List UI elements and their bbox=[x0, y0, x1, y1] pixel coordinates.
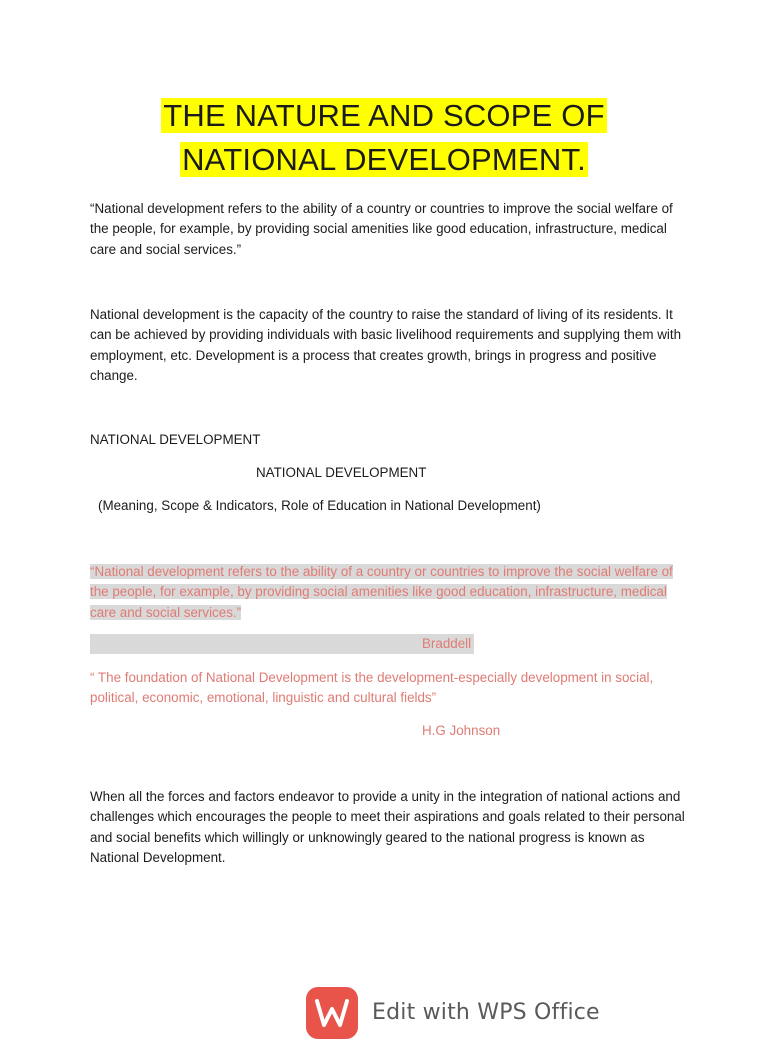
quote-author-johnson: H.G Johnson bbox=[422, 723, 501, 738]
page-title bbox=[0, 94, 768, 182]
section-heading-center: NATIONAL DEVELOPMENT bbox=[256, 465, 427, 480]
edit-with-wps-button[interactable] bbox=[306, 984, 600, 1028]
quote-braddell-text: “National development refers to the ability of a country or countries to improve the social welfare of the people, for example, by providing social amenities like good education, infrastructure, medical care and social services.” bbox=[90, 564, 673, 620]
quote-johnson: “ The foundation of National Development is the development-especially development in social, political, economic, emotional, linguistic and cultural fields” bbox=[90, 670, 654, 706]
quote-braddell bbox=[90, 562, 690, 623]
title-line-2: NATIONAL DEVELOPMENT. bbox=[182, 142, 586, 177]
section-heading-left: NATIONAL DEVELOPMENT bbox=[90, 432, 261, 447]
definition-paragraph: “National development refers to the ability of a country or countries to improve the social welfare of the people, for example, by providing social amenities like good education, infrastructure, medical care and social services.” bbox=[90, 201, 673, 257]
capacity-paragraph: National development is the capacity of the country to raise the standard of living of its residents. It can be achieved by providing individuals with basic livelihood requirements and supplying them with employment, etc. Development is a process that creates growth, brings in progress and positive change. bbox=[90, 307, 682, 383]
title-line-1: THE NATURE AND SCOPE OF bbox=[163, 98, 605, 133]
wps-label: Edit with WPS Office bbox=[372, 999, 600, 1025]
section-subtitle: (Meaning, Scope & Indicators, Role of Education in National Development) bbox=[98, 498, 541, 513]
quote-author-braddell: Braddell bbox=[422, 636, 472, 651]
definition-paragraph-final: When all the forces and factors endeavor to provide a unity in the integration of national actions and challenges which encourages the people to meet their aspirations and goals related to their personal and social benefits which willingly or unknowingly geared to the national progress is known as National Development. bbox=[90, 789, 685, 865]
quote-highlight-bar bbox=[90, 634, 474, 654]
wps-logo-icon bbox=[306, 987, 358, 1039]
